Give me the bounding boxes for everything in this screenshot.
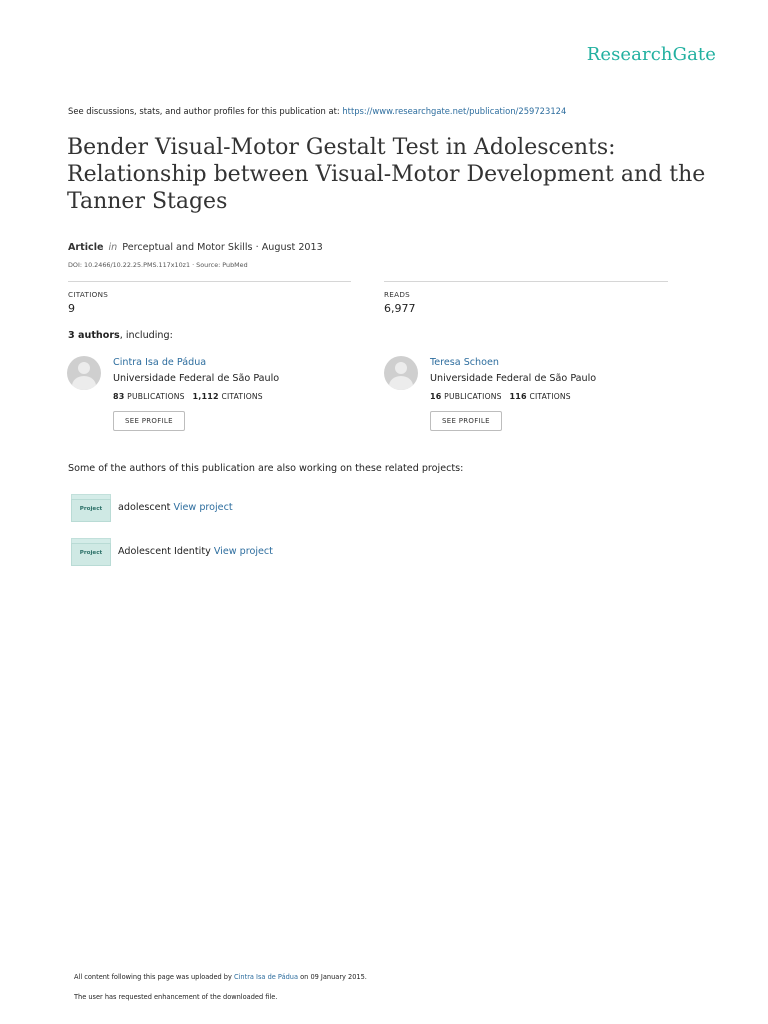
enhancement-note: The user has requested enhancement of the downloaded file. [74, 993, 278, 1001]
project-folder-icon [71, 538, 109, 565]
author-stats [113, 392, 263, 401]
project-folder-icon [71, 494, 109, 521]
avatar-body-shape [72, 376, 96, 390]
author-name[interactable]: Teresa Schoen [430, 357, 499, 368]
publications-label: PUBLICATIONS [127, 392, 185, 401]
authors-including: , including: [119, 330, 173, 341]
citations-label: CITATIONS [529, 392, 571, 401]
author-avatar[interactable] [67, 356, 101, 390]
discussions-line [68, 106, 566, 116]
project-folder-label: Project [79, 550, 103, 556]
see-profile-button[interactable]: SEE PROFILE [113, 411, 185, 431]
reads-value: 6,977 [384, 302, 416, 315]
uploaded-prefix: All content following this page was uploaded by [74, 973, 232, 981]
project-folder-label: Project [79, 506, 103, 512]
project-item [118, 546, 273, 557]
reads-label: READS [384, 290, 411, 299]
author-publications-count: 83 [113, 392, 125, 401]
author-name[interactable]: Cintra Isa de Pádua [113, 357, 207, 368]
publications-label: PUBLICATIONS [444, 392, 502, 401]
author-citations-count: 116 [509, 392, 527, 401]
publication-link[interactable]: https://www.researchgate.net/publication/259723124 [342, 106, 567, 116]
publication-meta [68, 242, 323, 253]
uploaded-suffix: on 09 January 2015. [300, 973, 367, 981]
author-institution: Universidade Federal de São Paulo [430, 373, 597, 384]
article-type: Article [68, 242, 104, 253]
author-avatar[interactable] [384, 356, 418, 390]
author-citations-count: 1,112 [192, 392, 219, 401]
upload-note [74, 973, 367, 981]
avatar-body-shape [389, 376, 413, 390]
divider-citations [68, 281, 351, 282]
citations-label: CITATIONS [68, 290, 109, 299]
view-project-link[interactable]: View project [173, 502, 233, 513]
citations-label: CITATIONS [221, 392, 263, 401]
citations-value: 9 [68, 302, 75, 315]
publication-title: Bender Visual-Motor Gestalt Test in Adolescents: Relationship between Visual-Motor Development and the Tanner Stages [67, 135, 706, 214]
in-label: in [108, 242, 118, 253]
divider-reads [384, 281, 668, 282]
authors-count: 3 authors [68, 330, 120, 341]
journal-date: Perceptual and Motor Skills · August 2013 [122, 242, 323, 253]
avatar-head-shape [395, 362, 407, 374]
see-profile-button[interactable]: SEE PROFILE [430, 411, 502, 431]
author-publications-count: 16 [430, 392, 442, 401]
doi-source: DOI: 10.2466/10.22.25.PMS.117x10z1 · Source: PubMed [68, 261, 248, 269]
author-stats [430, 392, 571, 401]
project-name: Adolescent Identity [118, 546, 211, 557]
researchgate-logo[interactable]: ResearchGate [586, 44, 716, 65]
uploader-link[interactable]: Cintra Isa de Pádua [234, 973, 299, 981]
avatar-head-shape [78, 362, 90, 374]
project-item [118, 502, 233, 513]
project-name: adolescent [118, 502, 171, 513]
view-project-link[interactable]: View project [213, 546, 273, 557]
discussions-text: See discussions, stats, and author profiles for this publication at: [68, 106, 340, 116]
authors-heading [68, 330, 173, 341]
projects-heading: Some of the authors of this publication are also working on these related projects: [68, 463, 464, 474]
author-institution: Universidade Federal de São Paulo [113, 373, 280, 384]
